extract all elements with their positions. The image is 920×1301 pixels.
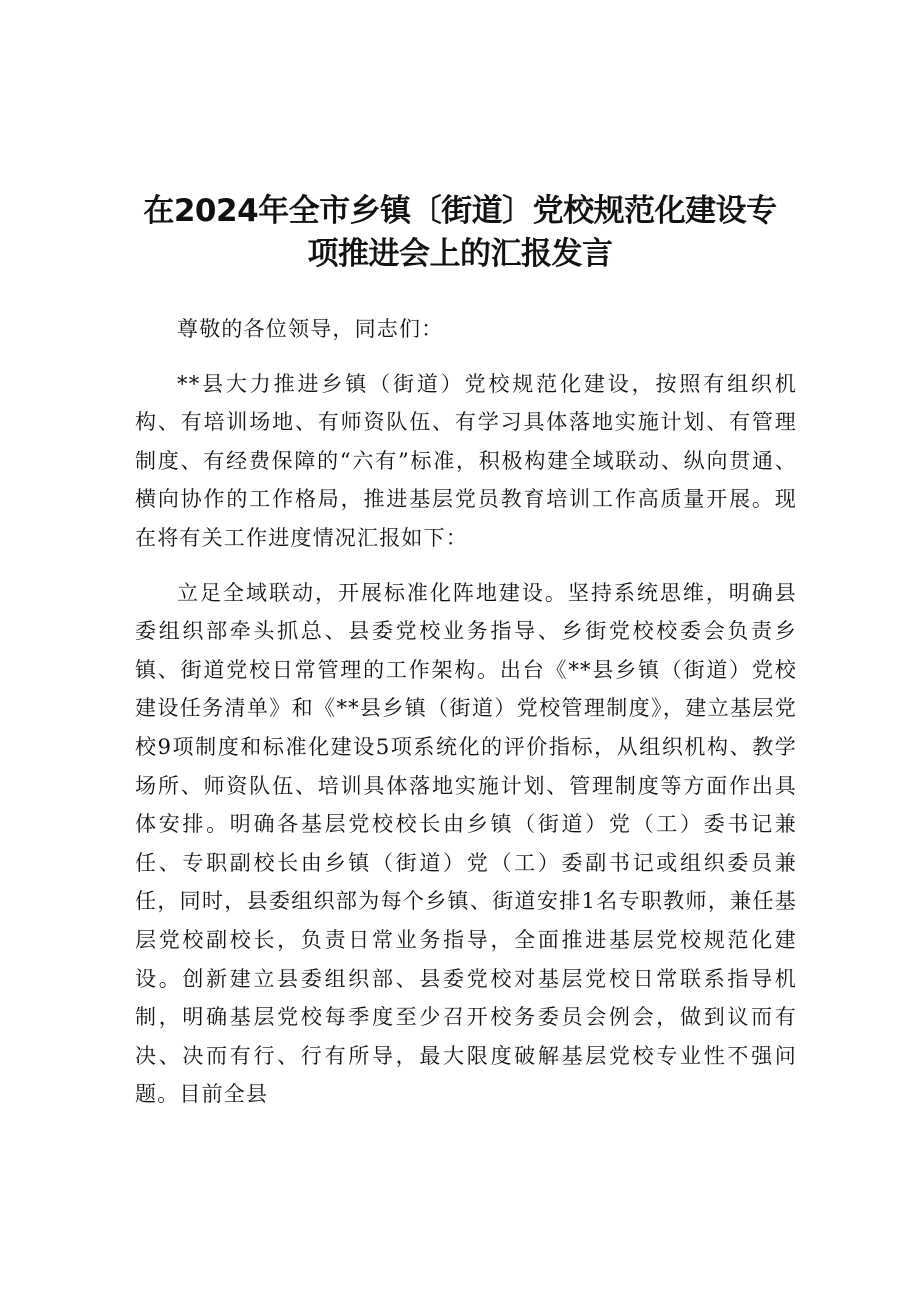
title-line-2: 项推进会上的汇报发言 bbox=[307, 236, 613, 272]
salutation: 尊敬的各位领导，同志们： bbox=[177, 317, 444, 341]
paragraph-intro: **县大力推进乡镇（街道）党校规范化建设，按照有组织机构、有培训场地、有师资队伍、有学习具体落地实施计划、有管理制度、有经费保障的“六有”标准，积极构建全域联动、纵向贯通、横向协作的工作格局，推进基层党员教育培训工作高质量开展。现在将有关工作进度情况汇报如下： bbox=[135, 371, 797, 550]
document-title bbox=[110, 190, 810, 276]
paragraph-standardization: 立足全域联动，开展标准化阵地建设。坚持系统思维，明确县委组织部牵头抓总、县委党校业务指导、乡街党校校委会负责乡镇、街道党校日常管理的工作架构。出台《**县乡镇（街道）党校建设任务清单》和《**县乡镇（街道）党校管理制度》，建立基层党校9项制度和标准化建设5项系统化的评价指标，从组织机构、教学场所、师资队伍、培训具体落地实施计划、管理制度等方面作出具体安排。明确各基层党校校长由乡镇（街道）党（工）委书记兼任、专职副校长由乡镇（街道）党（工）委副书记或组织委员兼任，同时，县委组织部为每个乡镇、街道安排1名专职教师，兼任基层党校副校长，负责日常业务指导，全面推进基层党校规范化建设。创新建立县委组织部、县委党校对基层党校日常联系指导机制，明确基层党校每季度至少召开校务委员会例会，做到议而有决、决而有行、行有所导，最大限度破解基层党校专业性不强问题。目前全县 bbox=[135, 580, 797, 1107]
title-line-1: 在2024年全市乡镇〔街道〕党校规范化建设专 bbox=[143, 193, 777, 229]
document-body bbox=[135, 310, 797, 1114]
